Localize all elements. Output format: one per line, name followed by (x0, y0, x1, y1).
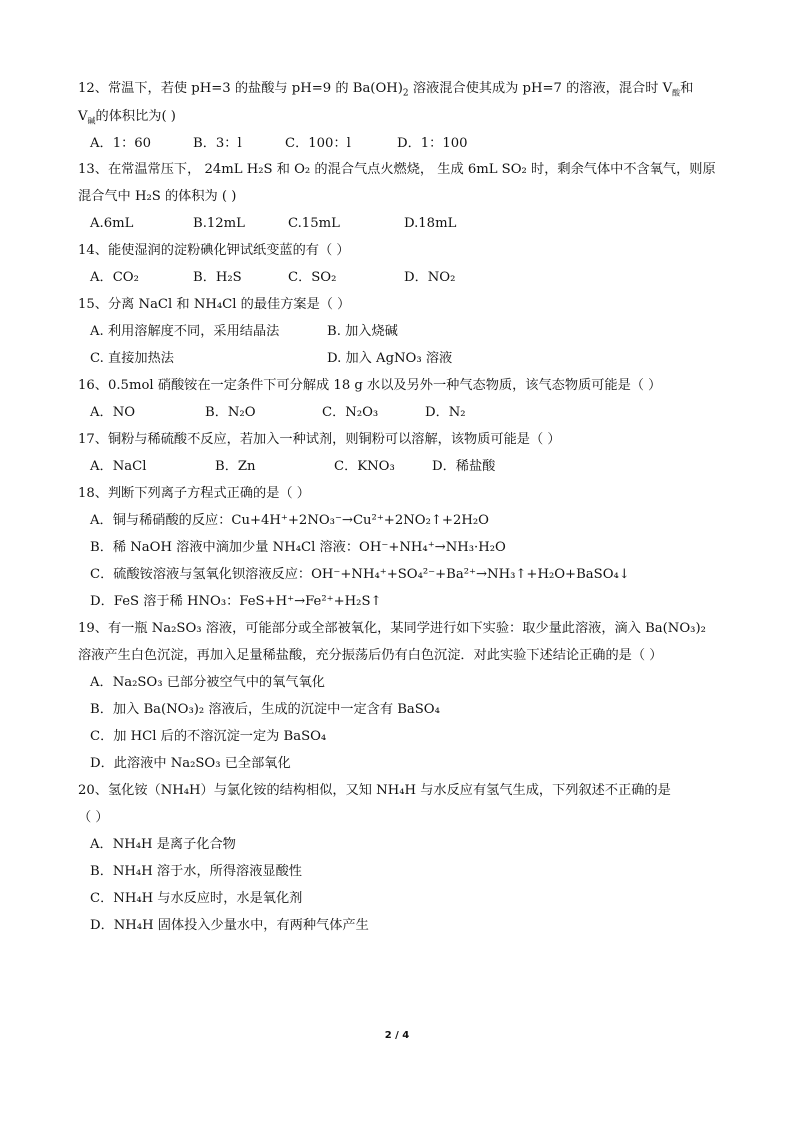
q12-option-b: B．3：l (193, 136, 242, 151)
q13-option-d: D.18mL (404, 216, 457, 231)
q18-option-d: D．FeS 溶于稀 HNO₃：FeS+H⁺→Fe²⁺+H₂S↑ (90, 594, 382, 609)
q16-option-b: B．N₂O (205, 405, 256, 420)
q15-option-a: A. 利用溶解度不同，采用结晶法 (90, 324, 280, 339)
q17-option-c: C．KNO₃ (334, 459, 395, 474)
q20-option-c: C．NH₄H 与水反应时，水是氧化剂 (90, 891, 303, 906)
q13-option-b: B.12mL (193, 216, 245, 231)
q16-option-d: D．N₂ (425, 405, 466, 420)
q18-option-a: A．铜与稀硝酸的反应：Cu+4H⁺+2NO₃⁻→Cu²⁺+2NO₂↑+2H₂O (90, 513, 489, 528)
q16-option-a: A．NO (90, 405, 136, 420)
q13-option-a: A.6mL (90, 216, 134, 231)
q18-option-c: C．硫酸铵溶液与氢氧化钡溶液反应：OH⁻+NH₄⁺+SO₄²⁻+Ba²⁺→NH₃↑+H₂O+BaSO₄↓ (90, 567, 630, 582)
q19-option-d: D．此溶液中 Na₂SO₃ 已全部氧化 (90, 756, 291, 771)
q12-stem-line2: $V_碱$的体积比为( ) (78, 109, 176, 126)
q19-stem-line1: 19、有一瓶 Na₂SO₃ 溶液，可能部分或全部被氧化，某同学进行如下实验：取少量此溶液，滴入 Ba(NO₃)₂ (78, 621, 706, 636)
q20-option-b: B．NH₄H 溶于水，所得溶液显酸性 (90, 864, 302, 879)
q14-option-a: A．CO₂ (90, 270, 139, 285)
q15-option-c: C. 直接加热法 (90, 351, 174, 366)
q14-option-c: C．SO₂ (288, 270, 337, 285)
q18-stem: 18、判断下列离子方程式正确的是（ ） (78, 486, 310, 501)
q17-stem: 17、铜粉与稀硫酸不反应，若加入一种试剂，则铜粉可以溶解，该物质可能是（ ） (78, 432, 561, 447)
q12-option-c: C．100：l (285, 136, 351, 151)
q14-option-d: D．NO₂ (404, 270, 456, 285)
q12-option-d: D．1：100 (397, 136, 468, 151)
q14-stem: 14、能使湿润的淀粉碘化钾试纸变蓝的有（ ） (78, 243, 350, 258)
q17-option-a: A．NaCl (90, 459, 147, 474)
q15-option-d: D. 加入 AgNO₃ 溶液 (327, 351, 453, 366)
q13-stem-line1: 13、在常温常压下， 24mL H₂S 和 O₂ 的混合气点火燃烧， 生成 6mL SO₂ 时，剩余气体中不含氧气，则原 (78, 162, 716, 177)
q13-option-c: C.15mL (288, 216, 340, 231)
q19-option-c: C．加 HCl 后的不溶沉淀一定为 BaSO₄ (90, 729, 327, 744)
q19-option-b: B．加入 Ba(NO₃)₂ 溶液后，生成的沉淀中一定含有 BaSO₄ (90, 702, 440, 717)
q15-option-b: B. 加入烧碱 (327, 324, 398, 339)
q12-stem-line1: 12、常温下，若使 pH=3 的盐酸与 pH=9 的 $Ba(OH)_2$ 溶液混合使其成为 pH=7 的溶液，混合时 $V_酸$和 (78, 81, 694, 99)
q15-stem: 15、分离 NaCl 和 NH₄Cl 的最佳方案是（ ） (78, 297, 351, 312)
q14-option-b: B．H₂S (193, 270, 242, 285)
q20-option-a: A．NH₄H 是离子化合物 (90, 837, 236, 852)
q19-option-a: A．Na₂SO₃ 已部分被空气中的氧气氧化 (90, 675, 325, 690)
q16-stem: 16、0.5mol 硝酸铵在一定条件下可分解成 18 g 水以及另外一种气态物质，该气态物质可能是（ ） (78, 378, 662, 393)
q12-option-a: A．1：60 (90, 136, 152, 151)
q19-stem-line2: 溶液产生白色沉淀，再加入足量稀盐酸，充分振荡后仍有白色沉淀．对此实验下述结论正确的是（ ） (78, 648, 663, 663)
q16-option-c: C．N₂O₃ (322, 405, 379, 420)
q20-stem-line2: （ ） (78, 810, 109, 825)
q20-stem-line1: 20、氢化铵（NH₄H）与氯化铵的结构相似，又知 NH₄H 与水反应有氢气生成，下列叙述不正确的是 (78, 783, 671, 798)
q18-option-b: B．稀 NaOH 溶液中滴加少量 NH₄Cl 溶液：OH⁻+NH₄⁺→NH₃·H₂O (90, 540, 506, 555)
page-number: 2 / 4 (384, 1030, 410, 1041)
q13-stem-line2: 混合气中 H₂S 的体积为 ( ) (78, 189, 237, 204)
q17-option-b: B．Zn (215, 459, 256, 474)
q20-option-d: D．NH₄H 固体投入少量水中，有两种气体产生 (90, 918, 369, 933)
q17-option-d: D．稀盐酸 (432, 459, 496, 474)
